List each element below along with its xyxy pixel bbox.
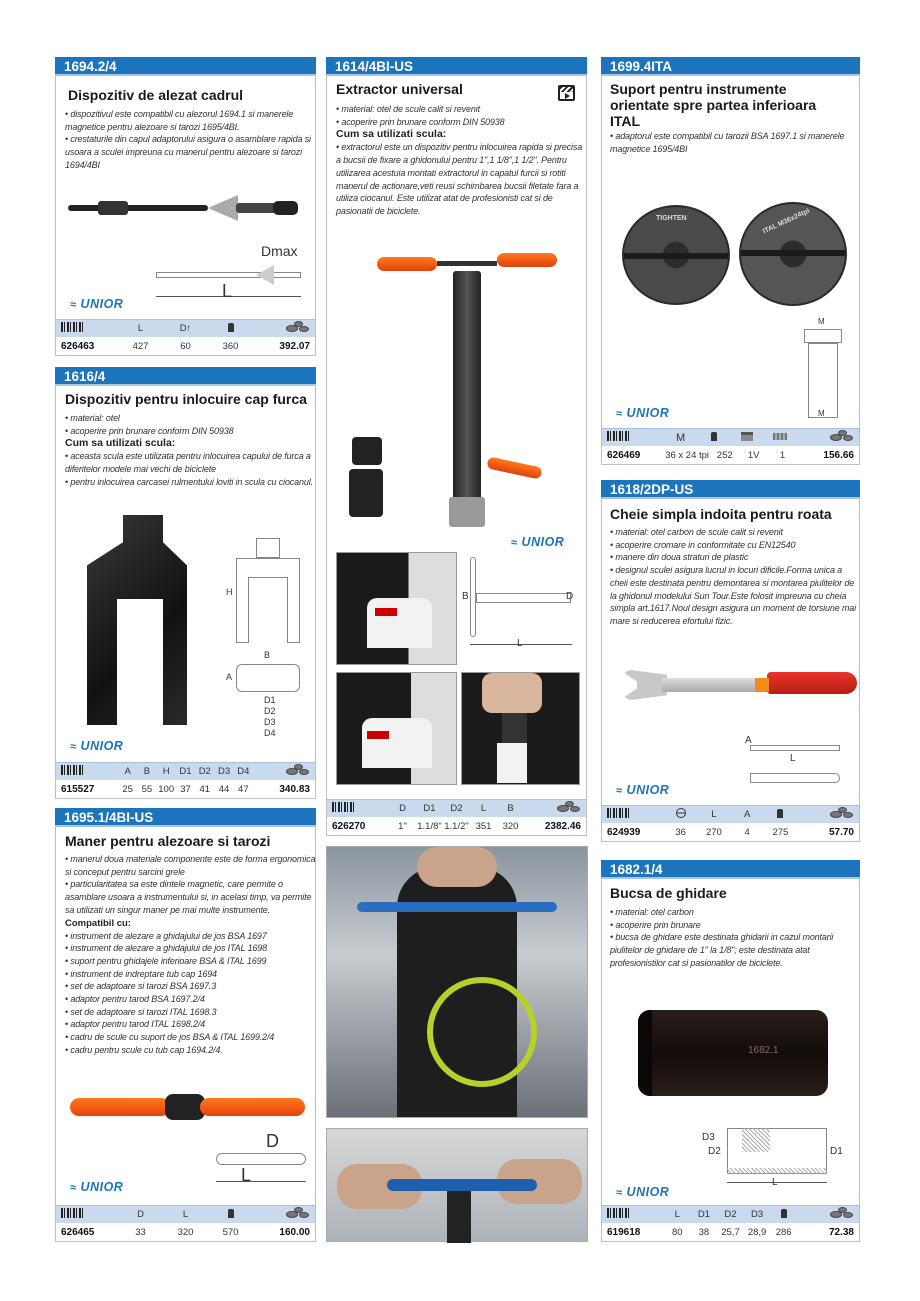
ital-label: ITAL M36x24tpi [761, 207, 811, 236]
usage-heading: Cum sa utilizati scula: [336, 128, 447, 141]
weight-icon [777, 809, 783, 818]
product-description: • material: otel carbon de scule calit si revenit • acoperire cromare in conformitate cu EN12540 • manere din doua straturi de plastic • designul sculei asigura lucrul in locuri dificile.Forma unica a cheii este destinata pentru demontarea si montarea piulitelor de la ghidonul modelului Sun Tour.Este folosit impreuna cu cheia simpla art.1617.Noul design asigura un moment de torsiune mai mare si reducerea efortului fizic. [610, 527, 856, 626]
product-description: • material: otel carbon • acoperire prin brunare • bucsa de ghidare este destinata ghidarii in cazul montarii piulitelor de ghidare de 1" la 1/8"; este destinata atat profesionistilor cat si pasionatilor de biciclete. [610, 907, 834, 968]
usage-photo-2 [336, 672, 457, 785]
ital-tool-holder-photo-left [622, 205, 730, 305]
product-code-header: 1682.1/4 [601, 860, 860, 879]
product-title: Maner pentru alezoare si tarozi [65, 833, 271, 849]
dim-label-l: L [241, 1165, 252, 1185]
dim-label-d2: D2 [264, 706, 276, 716]
product-card-1618-2dp-us [601, 480, 860, 842]
price-icon [828, 807, 854, 819]
dim-label-l: L [772, 1177, 778, 1188]
unior-logo: ≈ UNIOR [616, 783, 670, 797]
product-description: • material: otel • acoperire prin brunare conform DIN 50938 Cum sa utilizati scula: • aceasta scula este utilizata pentru inlocuirea capului de furca a diferitelor modele mai vechi de biciclete • pentru inlocuirea carcasei rulmentului loviti in scula cu ciocanul. [65, 412, 315, 489]
product-description: • manerul doua materiale componente este de forma ergonomica si conceput pentru sarcini grele • particularitatea sa este dintele magnetic, care permite o asamblare usoara a instrumentului si, in acelasi timp, va permite sa utilizati un singur maner pe mai multe instrumente. Compatibil cu: • instrument de alezare a ghidajului de jos BSA 1697 • instrument de alezare a ghidajului de jos ITAL 1698 • suport pentru ghidajele inferioare BSA & ITAL 1699 • instrument de indreptare tub cap 1694 • set de adaptoare si tarozi BSA 1697.3 • adaptor pentru tarod BSA 1697.2/4 • set de adaptoare si tarozi ITAL 1698.3 • adaptor pentru tarod ITAL 1698.2/4 • cadru de scule cu suport de jos BSA & ITAL 1699.2/4 • cadru pentru scule cu tub cap 1694.2/4. [65, 854, 316, 1055]
weight-icon [228, 323, 234, 332]
cone-wrench-drawing [742, 735, 847, 790]
tighten-label: TIGHTEN [656, 215, 687, 222]
spec-table-row: 626270 1" 1.1/8" 1.1/2" 351 320 2382.46 [327, 817, 586, 835]
reamer-tool-photo [68, 193, 303, 223]
unior-logo: ≈ UNIOR [511, 535, 565, 549]
fork-crown-tool-photo [87, 515, 187, 725]
product-code-header: 1618/2DP-US [601, 480, 860, 499]
product-card-1682-1-4 [601, 860, 860, 1242]
product-description: • material: otel de scule calit si revenit • acoperire prin brunare conform DIN 50938 Cum sa utilizati scula: • extractorul este un dispozitiv pentru inlocuirea rapida si precisa a bucsii de fixare a ghidonului pentru 1",1 1/8",1 1/2". Pentru utilizarea acestuia montati extractorul in capatul furcii si rotiti manerul de actionare,veti reusi schimbarea bucsii filetate fara a utiliza ciocanul. Este utilizat atat de profesionisti cat si de pasionatii de biciclete. [336, 103, 586, 218]
dim-label-a: A [226, 672, 233, 682]
spec-table-row: 619618 80 38 25,7 28,9 286 72.38 [602, 1223, 859, 1241]
spec-table-row: 615527 25 55 100 37 41 44 47 340.83 [56, 780, 315, 798]
weight-icon [711, 432, 717, 441]
unior-logo: ≈ UNIOR [70, 1180, 124, 1194]
price-icon [555, 801, 581, 813]
spec-table-header: D D1 D2 L B [327, 799, 586, 817]
product-code-header: 1616/4 [55, 367, 316, 386]
product-title: Bucsa de ghidare [610, 885, 727, 901]
barcode-icon [61, 322, 85, 332]
product-card-1616-4 [55, 367, 316, 799]
guide-bushing-drawing [702, 1122, 852, 1197]
weight-icon [781, 1209, 787, 1218]
pack-icon [773, 433, 787, 440]
unior-logo: ≈ UNIOR [70, 739, 124, 753]
dim-label-d: D [266, 1131, 279, 1151]
product-code-header: 1694.2/4 [55, 57, 316, 76]
product-title: Dispozitiv pentru inlocuire cap furca [65, 391, 307, 407]
product-title: Extractor universal [336, 81, 463, 97]
product-card-1614-4bi-us [326, 57, 587, 836]
spec-table-row: 626465 33 320 570 160.00 [56, 1223, 315, 1241]
bike-workshop-photo [326, 846, 588, 1118]
unior-logo: ≈ UNIOR [616, 1185, 670, 1199]
guide-bushing-photo [638, 1010, 828, 1096]
dim-label-a: A [745, 735, 752, 746]
usage-photo-3 [461, 672, 580, 785]
unior-logo: ≈ UNIOR [616, 406, 670, 420]
product-title: Cheie simpla indoita pentru roata [610, 506, 832, 522]
unior-logo: ≈ UNIOR [70, 297, 124, 311]
ital-tool-holder-photo-right [739, 202, 847, 306]
dim-label-h: H [226, 587, 233, 597]
barcode-icon [607, 1208, 631, 1218]
dim-label-dmax: Dmax [261, 243, 298, 259]
extractor-tool-photo [377, 247, 557, 537]
spec-table [56, 1205, 315, 1241]
tap-handle-drawing [216, 1133, 311, 1188]
spec-table [56, 762, 315, 798]
spec-table-row: 626469 36 x 24 tpi 252 1V 1 156.66 [602, 446, 859, 464]
spec-table [56, 319, 315, 355]
dim-label-d: D [566, 591, 574, 602]
spec-table [602, 805, 859, 841]
spec-table-header: L A [602, 805, 859, 823]
box-icon [741, 432, 753, 441]
dim-label-l: L [517, 638, 523, 649]
product-card-1695-1-4bi-us [55, 808, 316, 1242]
cone-wrench-photo [617, 660, 857, 710]
dim-label-b: B [264, 650, 271, 660]
ital-holder-drawing [802, 317, 852, 422]
product-description: • dispozitivul este compatibil cu alezorul 1694.1 si manerele magnetice pentru alezoare si tarozi 1695/4BI. • crestaturile din capul adaptorului asigura o asamblare rapida si usoara a sculei impreuna cu manerul pentru alezoare si tarozi 1694/4BI [65, 109, 311, 170]
product-code-header: 1699.4ITA [601, 57, 860, 76]
product-code-header: 1695.1/4BI-US [55, 808, 316, 827]
barcode-icon [607, 808, 631, 818]
bushing-engraving: 1682.1 [748, 1045, 779, 1056]
dim-label-l: L [790, 753, 796, 764]
barcode-icon [332, 802, 356, 812]
compat-heading: Compatibil cu: [65, 917, 131, 929]
spec-table-header: A B H D1 D2 D3 D4 [56, 762, 315, 780]
product-card-1694-2-4 [55, 57, 316, 356]
price-icon [284, 1207, 310, 1219]
handlebar-closeup-photo [326, 1128, 588, 1242]
tap-handle-photo [70, 1090, 310, 1124]
reamer-dimension-drawing [156, 243, 306, 302]
price-icon [284, 764, 310, 776]
spec-table-header: L D1 D2 D3 [602, 1205, 859, 1223]
price-icon [284, 321, 310, 333]
fork-crown-tool-drawing [226, 532, 306, 737]
wrench-size-icon [676, 808, 686, 818]
dim-label-m-top: M [818, 317, 825, 326]
barcode-icon [607, 431, 631, 441]
barcode-icon [61, 1208, 85, 1218]
dim-label-d1: D1 [264, 695, 276, 705]
product-description: • adaptorul este compatibil cu tarozii BSA 1697.1 si manerele magnetice 1695/4BI [610, 131, 845, 154]
spec-table [327, 799, 586, 835]
dim-label-b: B [462, 591, 469, 602]
extractor-dimension-drawing [462, 557, 580, 652]
barcode-icon [61, 765, 85, 775]
product-title: Suport pentru instrumente orientate spre partea inferioara ITAL [610, 81, 817, 129]
product-code-header: 1614/4BI-US [326, 57, 587, 76]
dim-label-d4: D4 [264, 728, 276, 738]
dim-label-d2: D2 [708, 1146, 721, 1157]
usage-heading: Cum sa utilizati scula: [65, 437, 176, 450]
dim-label-d3: D3 [702, 1132, 715, 1143]
price-icon [828, 1207, 854, 1219]
spec-table-header: D L [56, 1205, 315, 1223]
price-icon [828, 430, 854, 442]
spec-table-row: 624939 36 270 4 275 57.70 [602, 823, 859, 841]
product-card-1699-4ita [601, 57, 860, 465]
dim-label-m-bottom: M [818, 409, 825, 418]
dim-label-d1: D1 [830, 1146, 843, 1157]
dim-label-l: L [222, 281, 233, 301]
spec-table-row: 626463 427 60 360 392.07 [56, 337, 315, 355]
product-title: Dispozitiv de alezat cadrul [68, 87, 244, 103]
spec-table-header: M [602, 428, 859, 446]
video-icon[interactable] [558, 85, 575, 101]
spec-table [602, 428, 859, 464]
spec-table-header: L D↑ [56, 319, 315, 337]
spec-table [602, 1205, 859, 1241]
usage-photo-1 [336, 552, 457, 665]
weight-icon [228, 1209, 234, 1218]
dim-label-d3: D3 [264, 717, 276, 727]
